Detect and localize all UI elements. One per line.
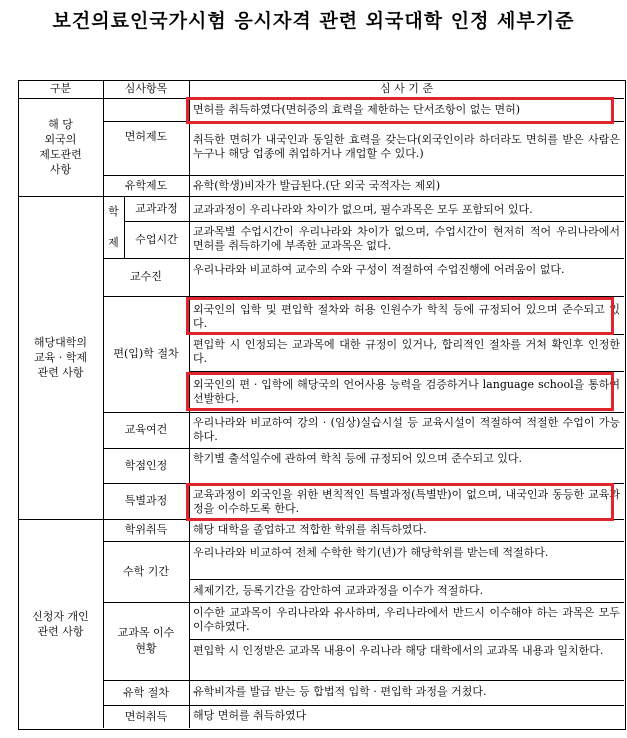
criteria-4: 교과과정이 우리나라와 차이가 없으며, 필수과목은 모두 포함되어 있다. <box>193 203 533 216</box>
criteria-14: 우리나라와 비교하여 전체 수학한 학기(년)가 해당학위를 받는데 적절하다. <box>193 546 549 559</box>
item-study-abroad: 유학제도 <box>124 178 168 192</box>
group-label-foreign-system: 해 당 외국의 제도관련 사항 <box>39 118 82 176</box>
criteria-2: 취득한 면허가 내국인과 동일한 효력을 갖는다(외국인이라 하더라도 면허를 받은 사람은 누구나 해당 업종에 취업하거나 개업할 수 있다.) <box>193 133 620 160</box>
item-period: 수학 기간 <box>122 564 169 578</box>
criteria-16: 이수한 교과목이 우리나라와 유사하며, 우리나라에서 반드시 이수해야 하는 과목은 모두 이수하였다. <box>193 606 620 633</box>
row-line <box>124 221 624 222</box>
criteria-7: 외국인의 입학 및 편입학 절차와 허용 인원수가 학칙 등에 규정되어 있으며 준수되고 있다. <box>193 303 620 330</box>
item-license-acq: 면허취득 <box>124 709 168 723</box>
item-special: 특별과정 <box>124 494 168 507</box>
highlight-box-special <box>186 483 614 521</box>
criteria-9: 외국인의 편 · 입학에 해당국의 언어사용 능력을 검증하거나 language school을 통하여 선발한다. <box>193 378 620 405</box>
row-line <box>189 639 624 640</box>
item-environment: 교육여건 <box>124 423 168 436</box>
criteria-19: 해당 면허를 취득하였다 <box>193 709 307 722</box>
item-faculty: 교수진 <box>130 270 162 283</box>
item-haksa-char-1: 학 <box>108 204 119 218</box>
row-line <box>189 579 624 580</box>
item-license-system: 면허제도 <box>124 129 168 143</box>
criteria-8: 편입학 시 인정되는 교과목에 대한 규정이 있거나, 합리적인 절차를 거쳐 확인후 인정한다. <box>193 338 620 365</box>
item-class-time: 수업시간 <box>135 232 178 246</box>
highlight-box-admission <box>186 297 614 335</box>
criteria-11: 학기별 출석일수에 관하여 학칙 등에 규정되어 있으며 준수되고 있다. <box>193 452 522 465</box>
item-courses: 교과목 이수 현황 <box>117 626 175 655</box>
highlight-box-language <box>186 372 614 411</box>
criteria-12: 교육과정이 외국인을 위한 변칙적인 특별과정(특별반)이 없으며, 내국인과 동등한 교육과정을 이수하도록 한다. <box>193 488 620 515</box>
criteria-5: 교과목별 수업시간이 우리나라와 차이가 없으며, 수업시간이 현저히 적어 우리나라에서 면허를 취득하기에 부족한 교과목은 없다. <box>193 225 620 252</box>
header-criteria: 심 사 기 준 <box>380 82 433 95</box>
item-degree: 학위취득 <box>124 523 168 536</box>
criteria-13: 해당 대학을 졸업하고 적합한 학위를 취득하였다. <box>193 523 427 536</box>
criteria-18: 유학비자를 발급 받는 등 합법적 입학 · 편입학 과정을 거쳤다. <box>193 685 487 698</box>
item-procedure: 유학 절차 <box>122 685 169 699</box>
header-category: 구분 <box>49 82 72 95</box>
item-haksa-char-2: 제 <box>108 235 119 249</box>
item-admission: 편(입)학 절차 <box>113 347 179 360</box>
item-credit: 학점인정 <box>124 458 168 472</box>
criteria-17: 편입학 시 인정받은 교과목 내용이 우리나라 해당 대학에서의 교과목 내용과 일치한다. <box>193 644 604 657</box>
item-curriculum: 교과과정 <box>135 201 178 215</box>
criteria-15: 체제기간, 등록기간을 감안하여 교과과정을 이수가 적절하다. <box>193 584 484 597</box>
header-item: 심사항목 <box>124 82 168 95</box>
criteria-10: 우리나라와 비교하여 강의 · (임상)실습시설 등 교육시설이 적절하여 적절한 수업이 가능하다. <box>193 416 620 443</box>
criteria-1: 면허를 취득하였다(면허증의 효력을 제한하는 단서조항이 없는 면허) <box>193 103 521 116</box>
criteria-6: 우리나라와 비교하여 교수의 수와 구성이 적절하여 수업진행에 어려움이 없다. <box>193 263 565 276</box>
page-title: 보건의료인국가시험 응시자격 관련 외국대학 인정 세부기준 <box>52 10 575 32</box>
criteria-3: 유학(학생)비자가 발급된다.(단 외국 국적자는 제외) <box>193 179 441 192</box>
group-label-applicant: 신청자 개인 관련 사항 <box>32 609 89 638</box>
highlight-box-license <box>186 97 614 124</box>
group-label-university: 해당대학의 교육 · 학제 관련 사항 <box>33 336 88 379</box>
